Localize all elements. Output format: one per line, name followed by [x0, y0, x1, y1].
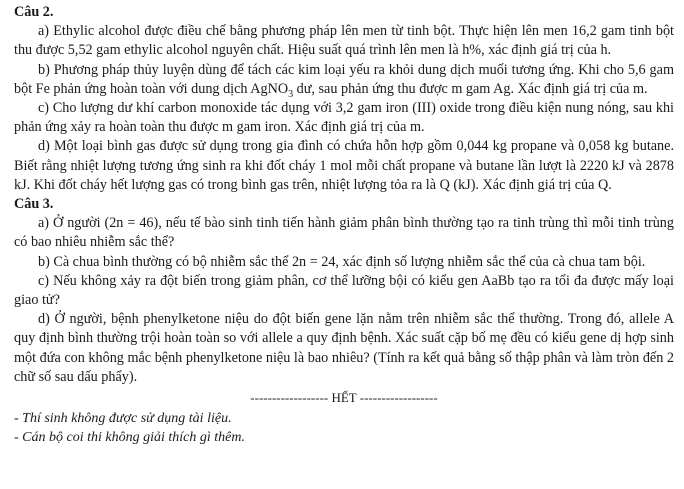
note-no-explanation: - Cán bộ coi thi không giải thích gì thêm.: [14, 430, 245, 446]
question-2b: [14, 61, 674, 99]
question-3b: b) Cà chua bình thường có bộ nhiễm sắc thể 2n = 24, xác định số lượng nhiễm sắc thể của cà chua tam bội.: [38, 253, 646, 270]
question-2c: c) Cho lượng dư khí carbon monoxide tác dụng với 3,2 gam iron (III) oxide trong điều kiện nung nóng, sau khi phản ứng xảy ra hoàn toàn thu được m gam iron. Xác định giá trị của m.: [14, 100, 674, 136]
question-2b-text-start: b) Phương pháp thủy luyện dùng để tách các kim loại yếu ra khỏi dung dịch muối tương ứng. Khi cho 5,6 gam bột Fe phản ứng hoàn toàn với dung dịch AgNO: [14, 61, 674, 97]
question-2a: a) Ethylic alcohol được điều chế bằng phương pháp lên men từ tinh bột. Thực hiện lên men 16,2 gam tinh bột thu được 5,52 gam ethylic alcohol nguyên chất. Hiệu suất quá trình lên men là h%, xác định giá trị của h.: [14, 23, 674, 59]
question-2-title: Câu 2.: [14, 4, 54, 20]
question-3-title: Câu 3.: [14, 196, 54, 213]
note-no-materials: - Thí sinh không được sử dụng tài liệu.: [14, 411, 232, 427]
question-2d: d) Một loại bình gas được sử dụng trong gia đình có chứa hỗn hợp gồm 0,044 kg propane và 0,058 kg butane. Biết rằng nhiệt lượng tương ứng sinh ra khi đốt cháy 1 mol mỗi chất propane và butane lần lượt là 2220 kJ và 2878 kJ. Khi đốt cháy hết lượng gas có trong bình gas trên, nhiệt lượng tỏa ra là Q (kJ). Xác định giá trị của Q.: [14, 138, 674, 193]
question-3a: a) Ở người (2n = 46), nếu tế bào sinh tinh tiến hành giảm phân bình thường tạo ra tinh trùng thì mỗi tinh trùng có bao nhiêu nhiễm sắc thể?: [14, 215, 674, 251]
question-3c: c) Nếu không xảy ra đột biến trong giảm phân, cơ thể lưỡng bội có kiểu gen AaBb tạo ra tối đa được mấy loại giao tử?: [14, 272, 674, 309]
end-marker: ------------------ HẾT ------------------: [250, 390, 438, 406]
question-3d: d) Ở người, bệnh phenylketone niệu do đột biến gene lặn nằm trên nhiễm sắc thể thường. Trong đó, allele A quy định bình thường trội hoàn toàn so với allele a quy định bệnh. Xác suất cặp bố mẹ đều có kiểu gene dị hợp sinh một đứa con không mắc bệnh phenylketone niệu là bao nhiêu? (Tính ra kết quả bằng số thập phân và làm tròn đến 2 chữ số sau dấu phẩy).: [14, 311, 674, 385]
question-2b-text-end: dư, sau phản ứng thu được m gam Ag. Xác định giá trị của m.: [293, 80, 648, 97]
question-2b-subscript: 3: [288, 88, 294, 100]
